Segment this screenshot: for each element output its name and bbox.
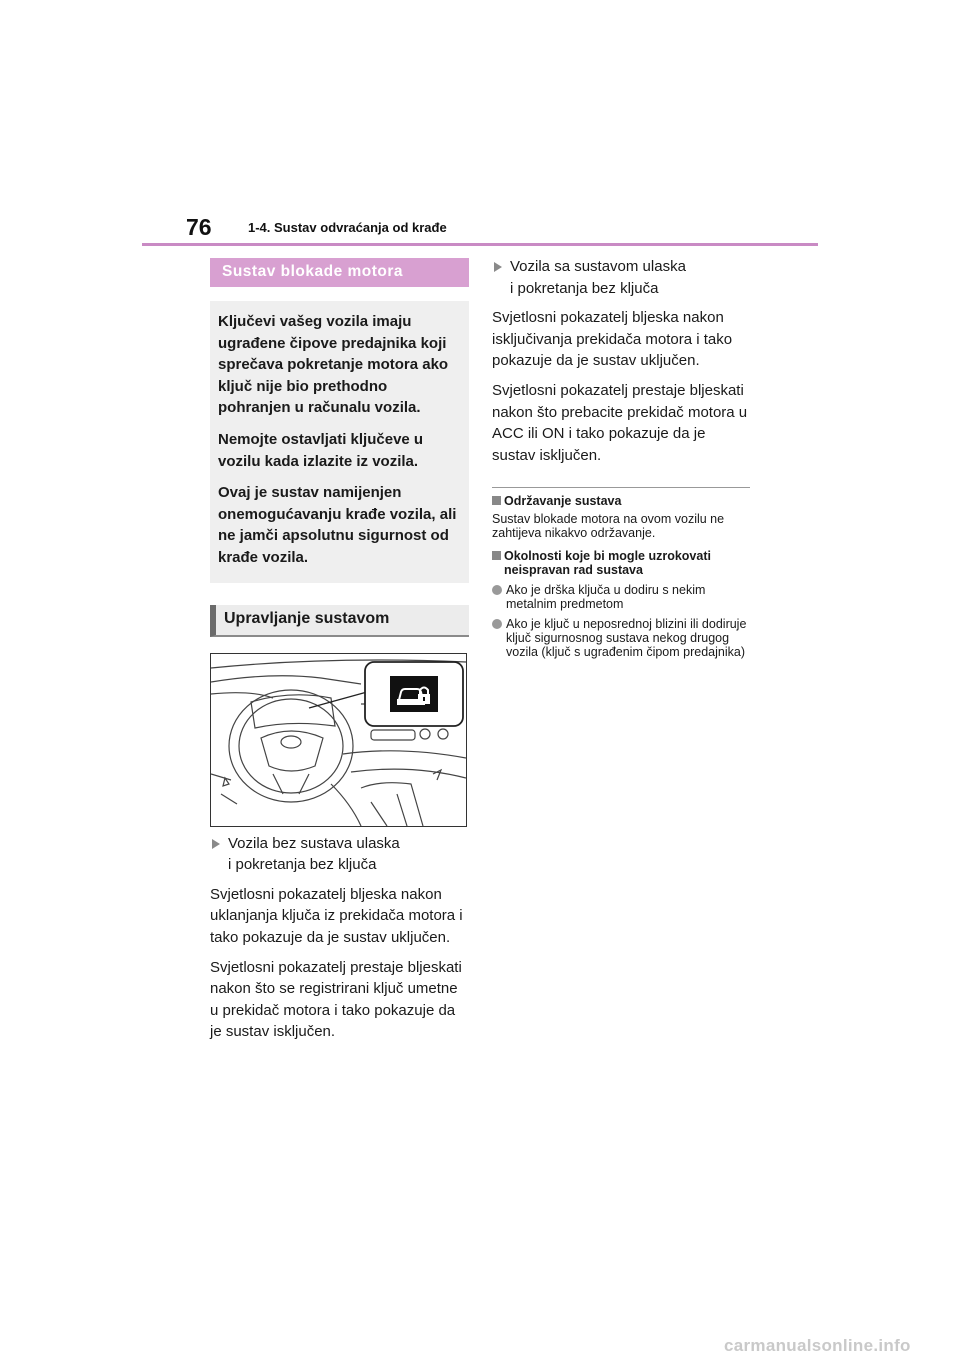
- header-rule: [142, 243, 818, 246]
- bullet-heading: [492, 256, 750, 299]
- note-bullet-text: Ako je ključ u neposrednoj blizini ili dodiruje ključ sigurnosnog sustava nekog drugog vozila (ključ s ugrađenim čipom predajnika): [506, 617, 747, 660]
- square-bullet-icon: [492, 496, 501, 505]
- note-bullet: [492, 617, 750, 659]
- note-bullet: [492, 583, 750, 611]
- intro-paragraph: Ovaj je sustav namijenjen onemogućavanju krađe vozila, ali ne jamči apsolutnu sigurnost od krađe vozila.: [218, 484, 457, 566]
- bullet-heading-line: i pokretanja bez ključa: [510, 279, 659, 297]
- circle-bullet-icon: [492, 619, 502, 629]
- body-paragraph: Svjetlosni pokazatelj prestaje bljeskati nakon što prebacite prekidač motora u ACC ili ON i tako pokazuje da je sustav isključen.: [492, 381, 748, 464]
- note-heading-text: Okolnosti koje bi mogle uzrokovati neispravan rad sustava: [504, 549, 711, 578]
- bullet-block-no-smart-entry: [210, 833, 469, 1043]
- intro-paragraph: Ključevi vašeg vozila imaju ugrađene čipove predajnika koji sprečava pokretanje motora ako ključ nije bio prethodno pohranjen u računalu vozila.: [218, 313, 449, 417]
- notes-divider: [492, 487, 750, 488]
- body-paragraph: Svjetlosni pokazatelj bljeska nakon isključivanja prekidača motora i tako pokazuje da je sustav uključen.: [492, 309, 733, 370]
- bullet-heading-line: Vozila sa sustavom ulaska: [510, 258, 686, 275]
- note-heading: [492, 549, 750, 577]
- body-paragraph: Svjetlosni pokazatelj prestaje bljeskati nakon što se registrirani ključ umetne u prekidač motora i tako pokazuje da je sustav isključen.: [210, 958, 462, 1041]
- circle-bullet-icon: [492, 585, 502, 595]
- arrow-bullet-icon: [494, 262, 502, 272]
- note-heading-text: Održavanje sustava: [504, 494, 622, 509]
- square-bullet-icon: [492, 551, 501, 560]
- bullet-heading: [210, 833, 469, 876]
- page-number: 76: [186, 214, 212, 240]
- dashboard-figure: [210, 653, 467, 827]
- intro-box: [210, 301, 469, 583]
- running-head: 1-4. Sustav odvraćanja od krađe: [248, 220, 447, 235]
- right-column: [492, 256, 750, 659]
- body-paragraph: Svjetlosni pokazatelj bljeska nakon uklanjanja ključa iz prekidača motora i tako pokazuje da je sustav uključen.: [210, 885, 463, 946]
- bullet-heading-line: i pokretanja bez ključa: [228, 856, 377, 874]
- section-heading-engine-immobilizer: Sustav blokade motora: [210, 258, 469, 287]
- left-column: [210, 258, 469, 1043]
- intro-paragraph: Nemojte ostavljati ključeve u vozilu kada izlazite iz vozila.: [218, 430, 424, 470]
- car-lock-indicator-icon: [390, 676, 438, 712]
- note-heading: [492, 494, 750, 508]
- note-text: Sustav blokade motora na ovom vozilu ne zahtijeva nikakvo održavanje.: [492, 512, 725, 541]
- arrow-bullet-icon: [212, 839, 220, 849]
- bullet-heading-line: Vozila bez sustava ulaska: [228, 834, 400, 852]
- section-heading-system-operation: Upravljanje sustavom: [210, 605, 469, 637]
- footer-watermark: carmanualsonline.info: [724, 1336, 911, 1355]
- note-bullet-text: Ako je drška ključa u dodiru s nekim metalnim predmetom: [506, 583, 706, 612]
- steering-wheel-illustration: [211, 654, 466, 826]
